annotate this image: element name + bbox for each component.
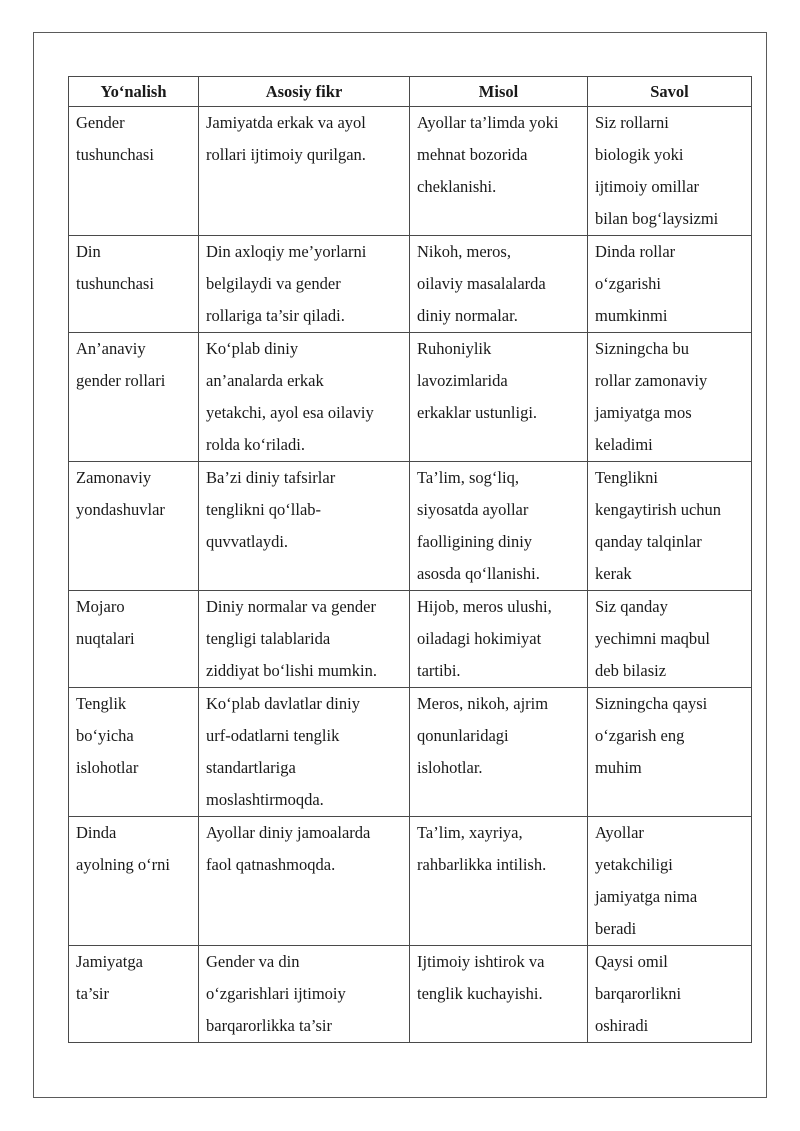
cell-question bbox=[588, 236, 752, 333]
table-row bbox=[69, 236, 752, 333]
cell-text-line: erkaklar ustunligi. bbox=[417, 403, 538, 422]
cell-question bbox=[588, 107, 752, 236]
cell-text-line: nuqtalari bbox=[76, 629, 135, 648]
table-row bbox=[69, 462, 752, 591]
cell-text-line: faol qatnashmoqda. bbox=[206, 855, 336, 874]
cell-example bbox=[410, 107, 588, 236]
cell-text-line: Zamonaviy bbox=[76, 468, 152, 487]
cell-text-line: oiladagi hokimiyat bbox=[417, 629, 542, 648]
cell-text-line: Nikoh, meros, bbox=[417, 242, 511, 261]
cell-text-line: Din bbox=[76, 242, 101, 261]
cell-text-line: an’analarda erkak bbox=[206, 371, 324, 390]
cell-text-line: Meros, nikoh, ajrim bbox=[417, 694, 549, 713]
cell-text-line: Tenglik bbox=[76, 694, 127, 713]
cell-text-line: o‘zgarishlari ijtimoiy bbox=[206, 984, 346, 1003]
table-row bbox=[69, 333, 752, 462]
cell-text-line: tushunchasi bbox=[76, 145, 154, 164]
cell-example bbox=[410, 688, 588, 817]
cell-text-line: Ijtimoiy ishtirok va bbox=[417, 952, 545, 971]
table-body bbox=[69, 107, 752, 1043]
cell-text-line: Ayollar bbox=[595, 823, 644, 842]
cell-text-line: Qaysi omil bbox=[595, 952, 668, 971]
cell-text-line: belgilaydi va gender bbox=[206, 274, 341, 293]
cell-main-idea bbox=[199, 946, 410, 1043]
content-table bbox=[68, 76, 752, 1043]
header-question: Savol bbox=[588, 77, 752, 107]
cell-text-line: oilaviy masalalarda bbox=[417, 274, 546, 293]
cell-text-line: rollari ijtimoiy qurilgan. bbox=[206, 145, 366, 164]
cell-text-line: mehnat bozorida bbox=[417, 145, 528, 164]
cell-example bbox=[410, 591, 588, 688]
cell-text-line: Sizningcha qaysi bbox=[595, 694, 708, 713]
cell-text-line: rahbarlikka intilish. bbox=[417, 855, 547, 874]
cell-text-line: Mojaro bbox=[76, 597, 125, 616]
cell-text-line: Ayollar ta’limda yoki bbox=[417, 113, 559, 132]
cell-text-line: barqarorlikni bbox=[595, 984, 682, 1003]
cell-main-idea bbox=[199, 462, 410, 591]
cell-direction bbox=[69, 462, 199, 591]
cell-direction bbox=[69, 107, 199, 236]
table-row bbox=[69, 688, 752, 817]
cell-direction bbox=[69, 333, 199, 462]
cell-example bbox=[410, 236, 588, 333]
cell-example bbox=[410, 946, 588, 1043]
cell-text-line: cheklanishi. bbox=[417, 177, 497, 196]
cell-text-line: standartlariga bbox=[206, 758, 296, 777]
cell-text-line: qonunlaridagi bbox=[417, 726, 509, 745]
cell-text-line: moslashtirmoqda. bbox=[206, 790, 324, 809]
cell-direction bbox=[69, 591, 199, 688]
cell-text-line: ta’sir bbox=[76, 984, 109, 1003]
cell-text-line: siyosatda ayollar bbox=[417, 500, 529, 519]
cell-question bbox=[588, 462, 752, 591]
cell-text-line: diniy normalar. bbox=[417, 306, 518, 325]
cell-text-line: Gender va din bbox=[206, 952, 300, 971]
cell-text-line: jamiyatga mos bbox=[595, 403, 692, 422]
cell-text-line: o‘zgarishi bbox=[595, 274, 661, 293]
cell-text-line: Sizningcha bu bbox=[595, 339, 689, 358]
cell-text-line: rollar zamonaviy bbox=[595, 371, 708, 390]
cell-text-line: lavozimlarida bbox=[417, 371, 508, 390]
cell-direction bbox=[69, 817, 199, 946]
cell-text-line: islohotlar bbox=[76, 758, 139, 777]
cell-question bbox=[588, 333, 752, 462]
cell-question bbox=[588, 591, 752, 688]
cell-text-line: ijtimoiy omillar bbox=[595, 177, 700, 196]
cell-text-line: bilan bog‘laysizmi bbox=[595, 209, 719, 228]
cell-question bbox=[588, 688, 752, 817]
cell-text-line: keladimi bbox=[595, 435, 653, 454]
cell-main-idea bbox=[199, 817, 410, 946]
cell-text-line: Din axloqiy me’yorlarni bbox=[206, 242, 367, 261]
cell-text-line: Jamiyatga bbox=[76, 952, 143, 971]
cell-example bbox=[410, 462, 588, 591]
cell-text-line: Ba’zi diniy tafsirlar bbox=[206, 468, 336, 487]
cell-text-line: o‘zgarish eng bbox=[595, 726, 685, 745]
cell-main-idea bbox=[199, 591, 410, 688]
cell-question bbox=[588, 817, 752, 946]
table-header-row bbox=[69, 77, 752, 107]
cell-text-line: Siz rollarni bbox=[595, 113, 669, 132]
cell-text-line: kerak bbox=[595, 564, 632, 583]
cell-example bbox=[410, 817, 588, 946]
cell-text-line: yetakchi, ayol esa oilaviy bbox=[206, 403, 374, 422]
cell-text-line: tenglikni qo‘llab- bbox=[206, 500, 322, 519]
cell-text-line: muhim bbox=[595, 758, 642, 777]
cell-text-line: faolligining diniy bbox=[417, 532, 533, 551]
cell-text-line: rolda ko‘riladi. bbox=[206, 435, 305, 454]
table-row bbox=[69, 107, 752, 236]
cell-text-line: Hijob, meros ulushi, bbox=[417, 597, 552, 616]
cell-text-line: yondashuvlar bbox=[76, 500, 165, 519]
cell-text-line: Ko‘plab davlatlar diniy bbox=[206, 694, 360, 713]
cell-text-line: beradi bbox=[595, 919, 637, 938]
cell-text-line: barqarorlikka ta’sir bbox=[206, 1016, 332, 1035]
cell-text-line: Ayollar diniy jamoalarda bbox=[206, 823, 371, 842]
cell-text-line: biologik yoki bbox=[595, 145, 684, 164]
cell-text-line: islohotlar. bbox=[417, 758, 483, 777]
cell-text-line: Tenglikni bbox=[595, 468, 659, 487]
cell-text-line: Ta’lim, sog‘liq, bbox=[417, 468, 519, 487]
header-direction: Yo‘nalish bbox=[69, 77, 199, 107]
cell-text-line: Jamiyatda erkak va ayol bbox=[206, 113, 366, 132]
cell-text-line: rollariga ta’sir qiladi. bbox=[206, 306, 345, 325]
cell-text-line: deb bilasiz bbox=[595, 661, 667, 680]
cell-text-line: yetakchiligi bbox=[595, 855, 673, 874]
header-example: Misol bbox=[410, 77, 588, 107]
cell-text-line: Siz qanday bbox=[595, 597, 668, 616]
header-main-idea: Asosiy fikr bbox=[199, 77, 410, 107]
cell-example bbox=[410, 333, 588, 462]
table-row bbox=[69, 817, 752, 946]
table-row bbox=[69, 591, 752, 688]
cell-direction bbox=[69, 236, 199, 333]
table-row bbox=[69, 946, 752, 1043]
cell-direction bbox=[69, 946, 199, 1043]
cell-text-line: Ko‘plab diniy bbox=[206, 339, 299, 358]
cell-question bbox=[588, 946, 752, 1043]
cell-text-line: urf-odatlarni tenglik bbox=[206, 726, 340, 745]
cell-text-line: tartibi. bbox=[417, 661, 461, 680]
cell-text-line: Dinda rollar bbox=[595, 242, 676, 261]
cell-text-line: tenglik kuchayishi. bbox=[417, 984, 543, 1003]
cell-text-line: yechimni maqbul bbox=[595, 629, 711, 648]
cell-text-line: bo‘yicha bbox=[76, 726, 134, 745]
cell-text-line: tengligi talablarida bbox=[206, 629, 331, 648]
cell-text-line: Dinda bbox=[76, 823, 117, 842]
cell-text-line: Gender bbox=[76, 113, 125, 132]
cell-text-line: qanday talqinlar bbox=[595, 532, 702, 551]
cell-text-line: quvvatlaydi. bbox=[206, 532, 289, 551]
cell-text-line: oshiradi bbox=[595, 1016, 649, 1035]
cell-text-line: mumkinmi bbox=[595, 306, 668, 325]
cell-text-line: jamiyatga nima bbox=[595, 887, 698, 906]
cell-text-line: asosda qo‘llanishi. bbox=[417, 564, 540, 583]
cell-text-line: ziddiyat bo‘lishi mumkin. bbox=[206, 661, 377, 680]
cell-text-line: An’anaviy bbox=[76, 339, 146, 358]
cell-text-line: gender rollari bbox=[76, 371, 166, 390]
cell-main-idea bbox=[199, 688, 410, 817]
cell-text-line: Ta’lim, xayriya, bbox=[417, 823, 523, 842]
cell-main-idea bbox=[199, 107, 410, 236]
cell-main-idea bbox=[199, 236, 410, 333]
cell-text-line: Diniy normalar va gender bbox=[206, 597, 376, 616]
cell-direction bbox=[69, 688, 199, 817]
cell-text-line: tushunchasi bbox=[76, 274, 154, 293]
cell-text-line: Ruhoniylik bbox=[417, 339, 492, 358]
cell-text-line: kengaytirish uchun bbox=[595, 500, 722, 519]
cell-main-idea bbox=[199, 333, 410, 462]
cell-text-line: ayolning o‘rni bbox=[76, 855, 170, 874]
